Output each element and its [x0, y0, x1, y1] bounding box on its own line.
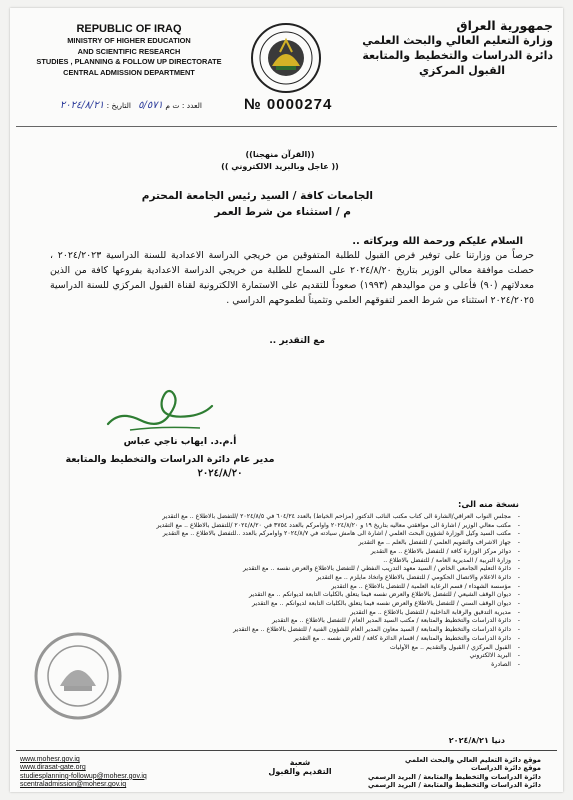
signature-icon: [100, 380, 220, 440]
letterhead-en-line: AND SCIENTIFIC RESEARCH: [77, 46, 181, 56]
copies-heading: نسخة منه الى:: [457, 500, 519, 510]
letterhead-en-line: STUDIES , PLANNING & FOLLOW UP DIRECTORATE: [36, 57, 222, 66]
list-item: - مؤسسة الشهداء / قسم الرعاية العلمية / للتفضل بالاطلاع .. مع التقدير: [50, 583, 520, 592]
letterhead-ar-line: وزارة التعليم العالي والبحث العلمي: [362, 34, 553, 47]
document-page: [10, 8, 563, 792]
list-item: - دائرة الدراسات والتخطيط والمتابعة / السيد معاون المدير العام للشؤون الفنية / للتفضل بالاطلاع .. مع التقدير: [50, 626, 520, 635]
footer-info-line: موقع دائرة الدراسات: [470, 764, 541, 773]
signer-title: مدير عام دائرة الدراسات والتخطيط والمتابعة: [65, 454, 275, 465]
list-item: - مكتب السيد وكيل الوزارة لشؤون البحث العلمي / اشارة الى هامش سيادته في ٢٠٢٤/٨/٧ واوامركم بالعدد ..للتفضل بالاطلاع .. مع التقدير: [50, 530, 520, 539]
letterhead-ar-line: القبول المركزي: [418, 64, 505, 77]
list-item: - دوائر مركز الوزارة كافة / للتفضل بالاطلاع .. مع التقدير: [50, 548, 520, 557]
footer-info-line: دائرة الدراسات والتخطيط والمتابعة / البريد الرسمي: [368, 772, 541, 781]
letterhead-ar-line: جمهورية العراق: [456, 18, 553, 33]
letterhead-en-line: REPUBLIC OF IRAQ: [76, 23, 182, 35]
reference-line: [16, 100, 202, 111]
list-item: - دائرة الاعلام والاتصال الحكومي / للتفضل بالاطلاع واتخاذ مايلزم .. مع التقدير: [50, 574, 520, 583]
signer-name: أ.م.د. ايهاب ناجي عباس: [123, 436, 237, 447]
footer-link[interactable]: scentraladmission@mohesr.gov.iq: [20, 781, 127, 789]
footer-info-line: موقع دائرة التعليم العالي والبحث العلمي: [405, 756, 541, 764]
subject-line: م / استثناء من شرط العمر: [214, 206, 351, 218]
urgent-note: (( عاجل وبالبريد الالكتروني )): [221, 162, 339, 171]
list-item: - القبول المركزي / القبول والتقديم .. مع الأوليات: [50, 644, 520, 653]
footer-section-line: شعبة: [289, 758, 311, 767]
ref-value: ٥/٥٧١: [138, 100, 163, 111]
date-label: التاريخ :: [106, 101, 131, 110]
list-item: - ديوان الوقف السني / للتفضل بالاطلاع والعرض نفسه فيما يتعلق بالكليات التابعة لديوانكم .. مع التقدير: [50, 600, 520, 609]
footer-info-line: دائرة الدراسات والتخطيط والمتابعة / البريد الرسمي: [368, 780, 541, 789]
addressee: الجامعات كافة / السيد رئيس الجامعة المحترم: [141, 190, 373, 202]
official-seal-icon: [32, 630, 124, 722]
document-number: № 0000274: [244, 96, 333, 113]
footer-section: [260, 758, 340, 776]
sign-date: ٢٠٢٤/٨/٢٠: [197, 468, 243, 479]
list-item: - وزارة التربية / المديرية العامة / للتفضل بالاطلاع ..: [50, 557, 520, 566]
list-item: - مجلس النواب العراقي/الشارة الى كتاب مكتب النائب الدكتور (مزاحم الخياط) بالعدد ٦٠٤/٢٤ في ٢٠٢٤/٨/٥ /للتفضل بالاطلاع .. مع التقدير: [50, 513, 520, 522]
list-item: - دائرة الدراسات والتخطيط والمتابعة / اقسام الدائرة كافة / للعرض نفسه .. مع التقدير: [50, 635, 520, 644]
list-item: - البريد الالكتروني: [50, 652, 520, 661]
list-item: - مديرية التدقيق والرقابة الداخلية / للتفضل بالاطلاع .. مع التقدير: [50, 609, 520, 618]
greeting: السلام عليكم ورحمة الله وبركاته ..: [352, 236, 523, 247]
list-item: - دائرة التعليم الجامعي الخاص / السيد معهد التدريب النفطي / للتفضل بالاطلاع والعرض نفسه .. مع التقدير: [50, 565, 520, 574]
header-divider: [16, 126, 557, 127]
footer-date: دنيا ٢٠٢٤/٨/٢١: [448, 736, 505, 745]
letterhead-ar-line: دائرة الدراسات والتخطيط والمتابعة: [362, 49, 553, 62]
english-letterhead: [24, 22, 234, 78]
list-item: - دائرة الدراسات والتخطيط والمتابعة / مكتب السيد المدير العام / للتفضل بالاطلاع .. مع التقدير: [50, 617, 520, 626]
letter-body: حرصاً من وزارتنا على توفير فرص القبول للطلبة المتفوقين من خريجي الدراسة الاعدادية للسنة الدراسية ٢٠٢٤/٢٠٢٣ ، حصلت موافقة معالي الوزير بتاريخ ٢٠٢٤/٨/٢٠ على السماح للطلبة من خريجي الدراسة الاعدادية بفروعها كافة من الذين معدلاتهم (٩٠) فأعلى و من مواليدهم (١٩٩٣) صعوداً للتقديم على الاستمارة الالكترونية لقناة القبول المركزي للسنة الدراسية ٢٠٢٤/٢٠٢٥ استثناء من شرط العمر لتفوقهم العلمي وتثميناً لطموحهم الدراسي .: [50, 250, 535, 306]
footer-link[interactable]: studiesplanning-followup@mohesr.gov.iq: [20, 772, 147, 780]
letterhead-en-line: CENTRAL ADMISSION DEPARTMENT: [63, 67, 195, 77]
list-item: - ديوان الوقف الشيعي / للتفضل بالاطلاع والعرض نفسه فيما يتعلق بالكليات التابعة لديوانكم .. مع التقدير: [50, 591, 520, 600]
footer-link[interactable]: www.mohesr.gov.iq: [20, 756, 80, 763]
list-item: - مكتب معالي الوزير / اشارة الى موافقتي معاليه بتاريخ ١٩ و ٢٠٢٤/٨/٢٠ واوامركم بالعدد ٣٧٥٤ في ٢٠٢٤/٨/٢٠ /للتفضل بالاطلاع .. مع التقدير: [50, 522, 520, 531]
footer-divider: [16, 750, 557, 751]
footer-link[interactable]: www.dirasat-gate.org: [20, 764, 86, 772]
ministry-logo-icon: [250, 22, 322, 94]
closing: مع التقدير ..: [269, 336, 325, 346]
quran-motto: ((القرآن منهجنا)): [245, 150, 315, 159]
list-item: - الصادرة: [50, 661, 520, 670]
letterhead-en-line: MINISTRY OF HIGHER EDUCATION: [67, 36, 191, 45]
list-item: - جهاز الاشراف والتقويم العلمي / للتفضل بالعلم .. مع التقدير: [50, 539, 520, 548]
footer-info: [351, 756, 541, 789]
footer-section-line: التقديم والقبول: [268, 767, 332, 776]
ref-label: العدد : ت م: [162, 101, 202, 110]
arabic-letterhead: [353, 18, 553, 78]
date-value: ٢٠٢٤/٨/٢١: [59, 100, 105, 111]
footer-links: [20, 756, 220, 790]
